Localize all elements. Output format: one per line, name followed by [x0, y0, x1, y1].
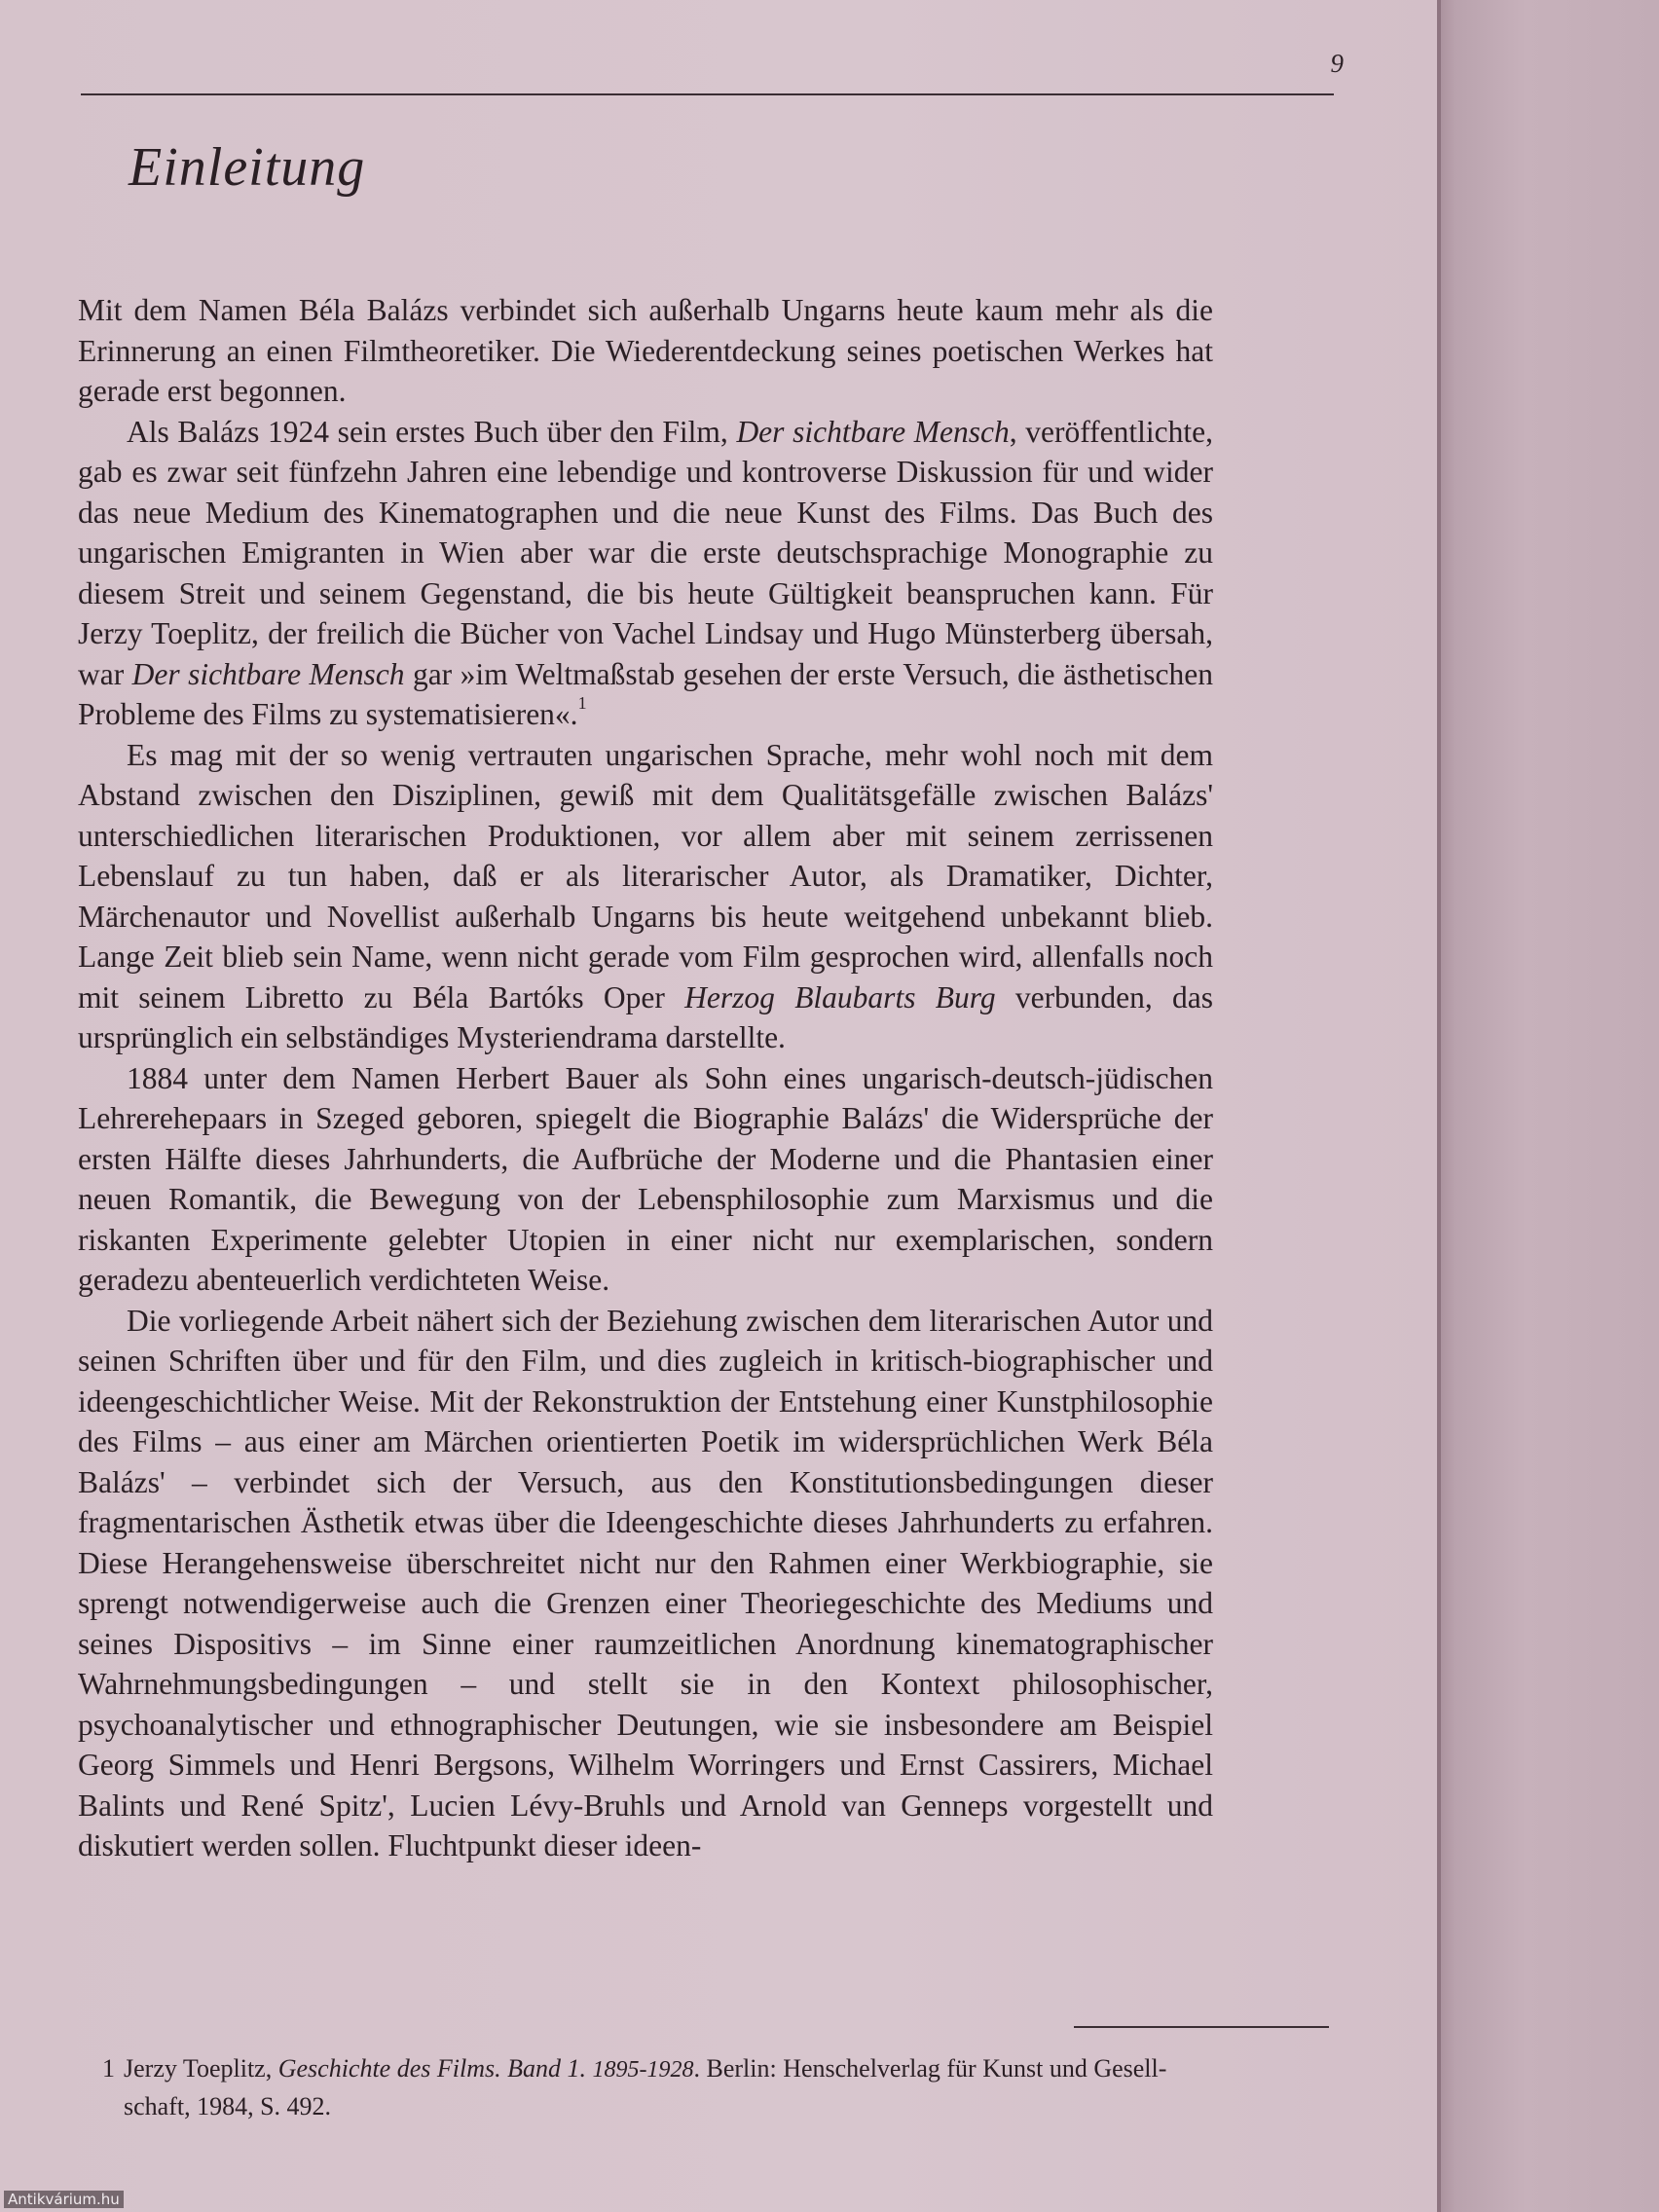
page-edge: [1437, 0, 1659, 2212]
header-rule: [81, 93, 1334, 95]
footnote: [102, 2050, 1212, 2124]
paragraph: [78, 735, 1213, 1058]
footnote-years: 1895-1928: [592, 2057, 694, 2083]
text-segment: Als Balázs 1924 sein erstes Buch über den Film,: [127, 414, 737, 449]
body-text: [78, 290, 1213, 1866]
text-segment: 1884 unter dem Namen Herbert Bauer als Sohn eines ungarisch-deutsch-jüdischen Lehrerehepaars in Szeged geboren, spiegelt die Biographie Balázs' die Widersprüche der ersten Hälfte dieses Jahrhunderts, die Aufbrüche der Moderne und die Phantasien einer neuen Romantik, die Bewegung von der Lebensphilosophie zum Marxismus und die riskanten Experimente gelebter Utopien in einer nicht nur exemplarischen, sondern geradezu abenteuerlich verdichteten Weise.: [78, 1060, 1213, 1297]
footnote-author: Jerzy Toeplitz,: [124, 2054, 278, 2083]
italic-title: Herzog Blaubarts Burg: [684, 979, 996, 1014]
footnote-continuation: schaft, 1984, S. 492.: [124, 2092, 332, 2120]
footnote-publisher: . Berlin: Henschelverlag für Kunst und Gesell-: [693, 2054, 1167, 2083]
paragraph: [78, 1301, 1213, 1866]
footnote-marker: 1: [577, 693, 587, 713]
paragraph: [78, 290, 1213, 412]
footnote-number: 1: [102, 2054, 115, 2083]
text-segment: verbunden, das ursprünglich ein selbständiges Mysteriendrama darstellte.: [78, 979, 1213, 1054]
text-segment: Es mag mit der so wenig vertrauten ungarischen Sprache, mehr wohl noch mit dem Abstand zwischen den Disziplinen, gewiß mit dem Qualitätsgefälle zwischen Balázs' unterschiedlichen literarischen Produktionen, vor allem aber mit seinem zerrissenen Lebenslauf zu tun haben, daß er als literarischer Autor, als Dramatiker, Dichter, Märchenautor und Novellist außerhalb Ungarns bis heute weitgehend unbekannt blieb. Lange Zeit blieb sein Name, wenn nicht gerade vom Film gesprochen wird, allenfalls noch mit seinem Libretto zu Béla Bartóks Oper: [78, 737, 1213, 1014]
footnote-title: Geschichte des Films. Band 1.: [277, 2054, 586, 2083]
text-segment: Mit dem Namen Béla Balázs verbindet sich außerhalb Ungarns heute kaum mehr als die Erinnerung an einen Filmtheoretiker. Die Wiederentdeckung seines poetischen Werkes hat gerade erst begonnen.: [78, 293, 1213, 408]
paragraph: [78, 1058, 1213, 1301]
page-number: 9: [1330, 49, 1344, 78]
chapter-title: Einleitung: [129, 137, 366, 198]
italic-title: Der sichtbare Mensch: [736, 414, 1010, 449]
italic-title: Der sichtbare Mensch: [131, 656, 405, 691]
footnote-rule: [1074, 2026, 1329, 2028]
watermark: Antikvárium.hu: [4, 2191, 124, 2208]
paragraph: [78, 412, 1213, 735]
text-segment: gar »im Weltmaßstab gesehen der erste Versuch, die ästhetischen Probleme des Films zu systematisieren«.: [78, 656, 1213, 731]
text-segment: Die vorliegende Arbeit nähert sich der Beziehung zwischen dem literarischen Autor und seinen Schriften über und für den Film, und dies zugleich in kritisch-biographischer und ideengeschichtlicher Weise. Mit der Rekonstruktion der Entstehung einer Kunstphilosophie des Films – aus einer am Märchen orientierten Poetik im widersprüchlichen Werk Béla Balázs' – verbindet sich der Versuch, aus den Konstitutionsbedingungen dieser fragmentarischen Ästhetik etwas über die Ideengeschichte dieses Jahrhunderts zu erfahren. Diese Herangehensweise überschreitet nicht nur den Rahmen einer Werkbiographie, sie sprengt notwendigerweise auch die Grenzen einer Theoriegeschichte des Mediums und seines Dispositivs – im Sinne einer raumzeitlichen Anordnung kinematographischer Wahrnehmungsbedingungen – und stellt sie in den Kontext philosophischer, psychoanalytischer und ethnographischer Deutungen, wie sie insbesondere am Beispiel Georg Simmels und Henri Bergsons, Wilhelm Worringers und Ernst Cassirers, Michael Balints und René Spitz', Lucien Lévy-Bruhls und Arnold van Genneps vorgestellt und diskutiert werden sollen. Fluchtpunkt dieser ideen-: [78, 1303, 1213, 1862]
text-segment: , veröffentlichte, gab es zwar seit fünfzehn Jahren eine lebendige und kontroverse Diskussion für und wider das neue Medium des Kinematographen und die neue Kunst des Films. Das Buch des ungarischen Emigranten in Wien aber war die erste deutschsprachige Monographie zu diesem Streit und seinem Gegenstand, die bis heute Gültigkeit beanspruchen kann. Für Jerzy Toeplitz, der freilich die Bücher von Vachel Lindsay und Hugo Münsterberg übersah, war: [78, 414, 1214, 691]
